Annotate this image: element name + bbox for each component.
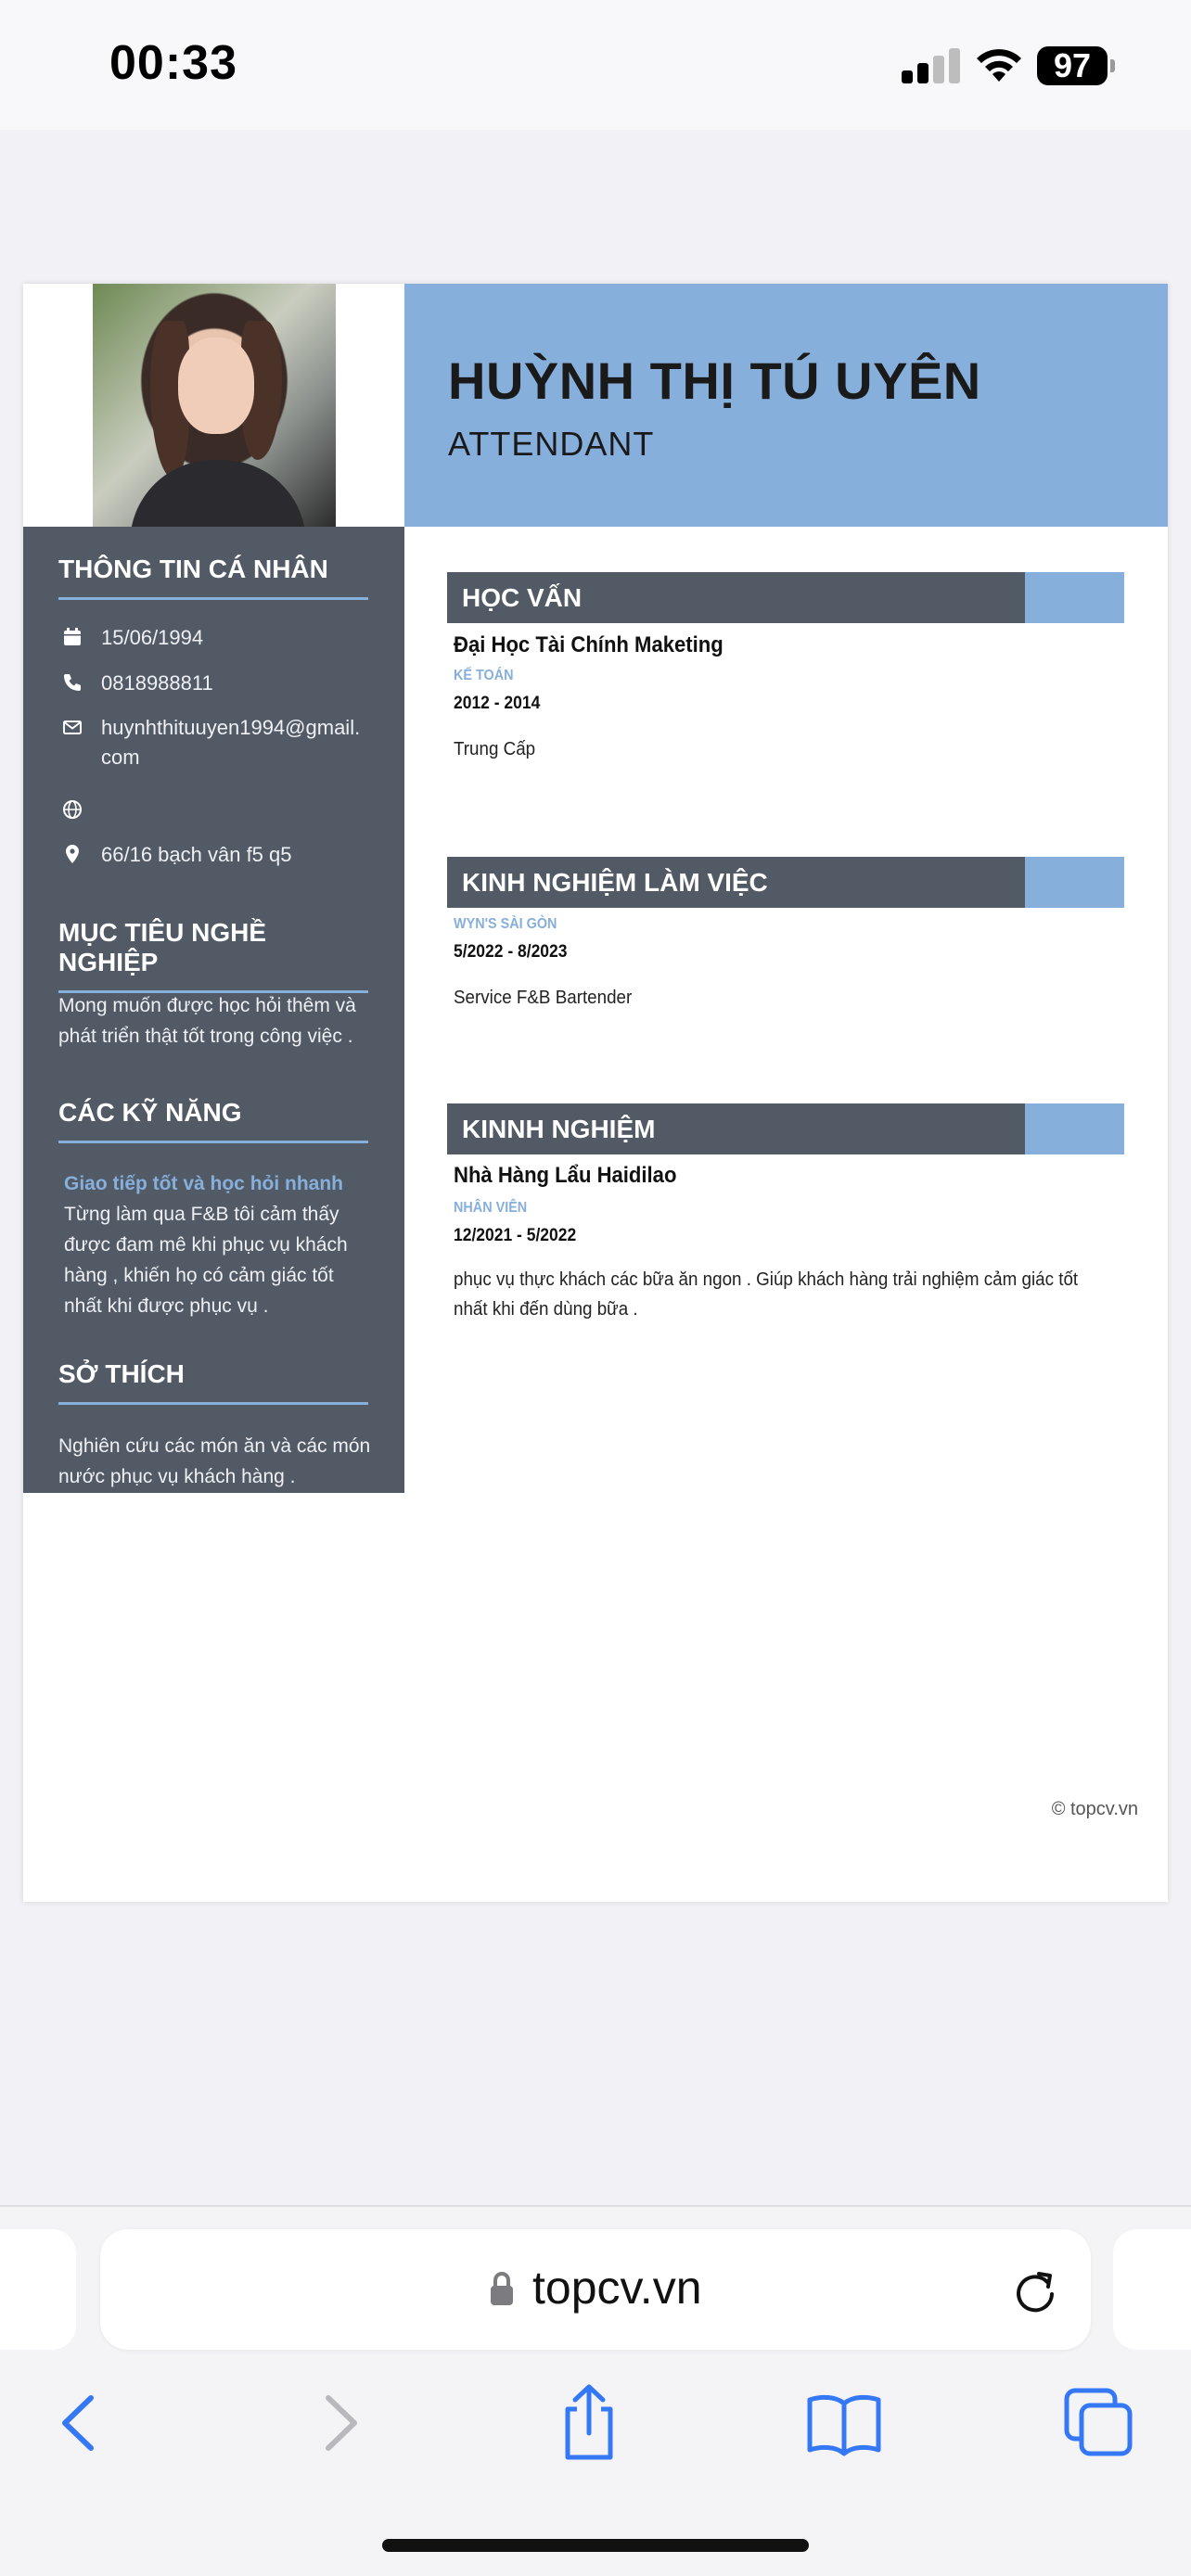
- education-description: Trung Cấp: [454, 739, 536, 759]
- next-tab-preview[interactable]: [1113, 2229, 1191, 2350]
- experience-dates: 12/2021 - 5/2022: [454, 1226, 577, 1245]
- education-dates: 2012 - 2014: [454, 694, 541, 713]
- browser-toolbar: [0, 2205, 1191, 2576]
- tabs-icon[interactable]: [1057, 2381, 1141, 2465]
- education-major: KẾ TOÁN: [454, 668, 514, 683]
- lock-icon: [488, 2270, 516, 2307]
- work-description: Service F&B Bartender: [454, 988, 633, 1008]
- skill-block: [64, 1168, 370, 1321]
- work-company: WYN'S SÀI GÒN: [454, 916, 557, 932]
- education-school: Đại Học Tài Chính Maketing: [454, 632, 724, 657]
- objective-text: Mong muốn được học hỏi thêm và phát triển thật tốt trong công việc .: [58, 995, 356, 1047]
- skill-title: Giao tiếp tốt và học hỏi nhanh: [64, 1173, 344, 1194]
- address-value: 66/16 bạch vân f5 q5: [101, 843, 292, 866]
- reload-icon[interactable]: [1007, 2263, 1063, 2318]
- battery-icon: [1037, 46, 1115, 85]
- status-time: 00:33: [109, 36, 237, 90]
- personal-info-heading: THÔNG TIN CÁ NHÂN: [58, 555, 368, 600]
- url-text: topcv.vn: [532, 2262, 702, 2314]
- bookmarks-icon[interactable]: [802, 2381, 886, 2465]
- experience-company: Nhà Hàng Lẩu Haidilao: [454, 1163, 677, 1188]
- work-section-header: [447, 857, 1124, 908]
- forward-icon[interactable]: [297, 2381, 380, 2465]
- sidebar: [23, 527, 404, 1493]
- home-indicator[interactable]: [382, 2539, 809, 2552]
- battery-level: 97: [1037, 46, 1108, 85]
- experience-heading: KINNH NGHIỆM: [462, 1115, 656, 1143]
- candidate-position: ATTENDANT: [448, 425, 655, 463]
- address-bar[interactable]: [100, 2229, 1091, 2350]
- share-icon[interactable]: [547, 2381, 631, 2465]
- status-bar: [0, 0, 1191, 130]
- education-heading: HỌC VẤN: [462, 583, 583, 612]
- globe-icon: [62, 799, 83, 820]
- skill-text: Từng làm qua F&B tôi cảm thấy được đam mê khi phục vụ khách hàng , khiến họ có cảm giác tốt nhất khi được phục vụ .: [64, 1204, 348, 1317]
- envelope-icon: [62, 717, 83, 737]
- location-pin-icon: [62, 844, 83, 864]
- work-dates: 5/2022 - 8/2023: [454, 942, 568, 962]
- phone-icon: [62, 672, 83, 693]
- hobbies-text: Nghiên cứu các món ăn và các món nước phục vụ khách hàng .: [58, 1435, 371, 1487]
- work-heading: KINH NGHIỆM LÀM VIỆC: [462, 868, 768, 897]
- objective-heading: MỤC TIÊU NGHỀ NGHIỆP: [58, 918, 368, 993]
- education-section-header: [447, 572, 1124, 623]
- watermark: © topcv.vn: [1051, 1799, 1138, 1819]
- hobbies-heading: SỞ THÍCH: [58, 1359, 368, 1405]
- wifi-icon: [974, 45, 1024, 83]
- previous-tab-preview[interactable]: [0, 2229, 76, 2350]
- experience-section-header: [447, 1103, 1124, 1154]
- experience-description: phục vụ thực khách các bữa ăn ngon . Giúp khách hàng trải nghiệm cảm giác tốt nhất khi đến dùng bữa .: [454, 1269, 1079, 1320]
- calendar-icon: [62, 627, 83, 647]
- candidate-name: HUỲNH THỊ TÚ UYÊN: [448, 351, 981, 410]
- cellular-signal-icon: [902, 48, 959, 83]
- back-icon[interactable]: [39, 2381, 122, 2465]
- cv-document: [23, 284, 1168, 1902]
- header-band: [404, 284, 1168, 527]
- photo-area: [23, 284, 404, 527]
- email-value: huynhthituuyen1994@gmail.com: [101, 716, 361, 769]
- birthday-value: 15/06/1994: [101, 626, 204, 649]
- avatar: [93, 284, 336, 527]
- experience-role: NHÂN VIÊN: [454, 1200, 528, 1216]
- phone-value: 0818988811: [101, 671, 213, 695]
- skills-heading: CÁC KỸ NĂNG: [58, 1098, 368, 1143]
